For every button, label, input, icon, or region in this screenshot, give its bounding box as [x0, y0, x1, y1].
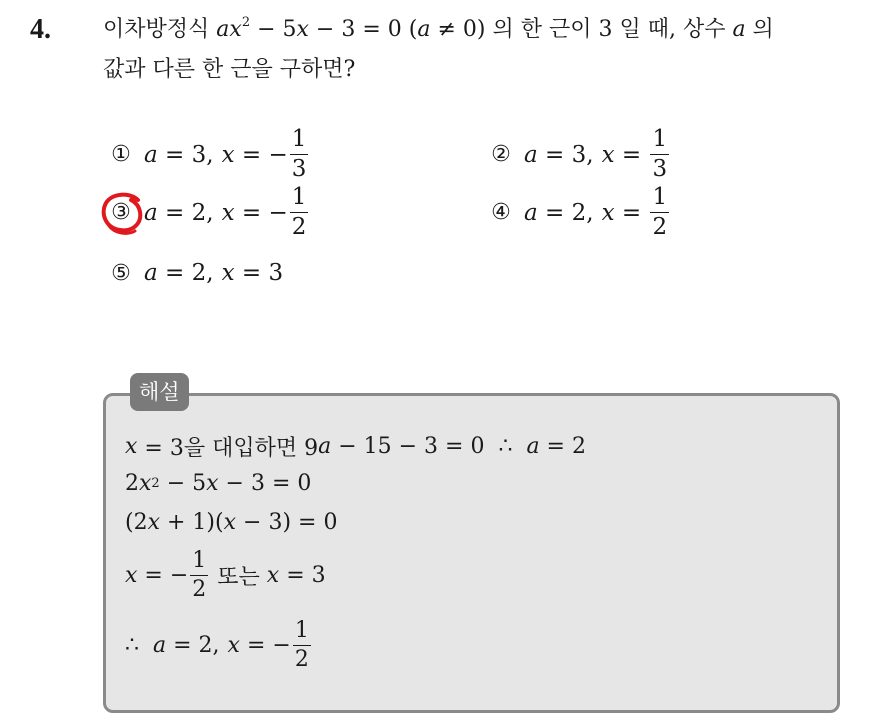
denominator: 3 [652, 156, 668, 182]
question-line-2: 값과 다른 한 근을 구하면? [103, 57, 356, 82]
var-a: a [318, 434, 332, 459]
sign: − [268, 199, 288, 226]
var-x: x [266, 563, 280, 588]
solution-line-4 [125, 550, 326, 601]
question-line-1 [103, 16, 774, 44]
denominator: 2 [652, 214, 668, 240]
denominator: 2 [294, 647, 309, 672]
solution-line-3 [125, 510, 337, 535]
var-x: x [601, 199, 615, 226]
choice-mark: ④ [491, 200, 511, 225]
var-x: x [221, 141, 235, 168]
sign: − [268, 141, 288, 168]
solution-text: + 1)( [160, 510, 224, 535]
var-a: a [144, 141, 158, 168]
var-x: x [296, 17, 309, 42]
choice-mark: ③ [111, 200, 131, 225]
var-x: x [227, 633, 240, 658]
denominator: 2 [192, 577, 207, 602]
solution-text: = − [239, 633, 291, 658]
choice-x-value: 3 [268, 260, 284, 286]
choice-mark: ② [491, 142, 511, 167]
numerator: 1 [290, 128, 309, 155]
selection-circle-mark [100, 190, 150, 238]
question-text: − 3 = 0 ( [308, 17, 418, 42]
var-x: x [221, 260, 235, 286]
choice-mark: ⑤ [111, 260, 131, 286]
var-a: a [524, 141, 538, 168]
solution-line-5 [125, 620, 313, 671]
solution-line-1 [125, 431, 586, 462]
var-x: x [139, 471, 152, 496]
choice-a-value: 2 [191, 260, 207, 286]
var-a: a [144, 260, 158, 286]
question-text: 의 [745, 17, 774, 42]
var-x: x [125, 563, 138, 588]
fraction [650, 186, 669, 239]
choice-a-value: 2 [571, 199, 587, 226]
question-text: 이차방정식 [103, 17, 210, 42]
solution-text: = 3 [279, 563, 326, 588]
var-a: a [144, 199, 158, 226]
solution-text: = 2, [166, 633, 220, 658]
choice-4[interactable]: ④ a = 2 , x = $\frac{1}{2}$ [488, 186, 671, 239]
var-x: x [125, 434, 138, 459]
var-a: a [152, 633, 167, 658]
fraction [650, 128, 669, 181]
solution-text: 2 [125, 471, 139, 496]
numerator: 1 [650, 128, 669, 155]
choice-mark: ① [111, 142, 131, 167]
var-a: a [524, 199, 538, 226]
numerator: 1 [650, 186, 669, 213]
solution-text: 또는 [210, 565, 267, 590]
question-text: ≠ 0) 의 한 근이 3 일 때, 상수 [430, 17, 733, 42]
choice-a-value: 3 [571, 141, 587, 168]
var-a: a [417, 17, 431, 42]
var-a: a [526, 434, 540, 459]
var-x: x [601, 141, 615, 168]
var-x: x [206, 471, 219, 496]
solution-tag: 해설 [130, 373, 189, 411]
fraction [290, 186, 309, 239]
solution-text: − 3) = 0 [236, 510, 338, 535]
choice-a-value: 2 [191, 199, 207, 226]
choice-2[interactable]: ② a = 3 , x = $\frac{1}{3}$ [488, 128, 671, 181]
denominator: 2 [291, 214, 307, 240]
therefore-symbol: ∴ [125, 633, 153, 658]
choice-3[interactable]: ③ a = 2 , x = − $\frac{1}{2}$ [108, 186, 310, 239]
var-a: a [732, 17, 746, 42]
solution-line-2: 2 x 2 − 5 x − 3 = 0 [125, 471, 312, 496]
problem-number: 4. [30, 14, 51, 45]
fraction [293, 620, 311, 671]
fraction [190, 550, 208, 601]
solution-text: = 3을 대입하면 9 [137, 436, 319, 461]
numerator: 1 [290, 186, 309, 213]
solution-text: − 15 − 3 = 0 ∴ [331, 434, 527, 459]
fraction [290, 128, 309, 181]
var-x: x [229, 17, 242, 42]
choice-5[interactable]: ⑤ a = 2 , x = 3 [108, 260, 283, 286]
var-x: x [221, 199, 235, 226]
choice-a-value: 3 [191, 141, 207, 168]
var-x: x [147, 510, 161, 535]
numerator: 1 [190, 550, 208, 576]
solution-text: (2 [125, 510, 148, 535]
question-text: − 5 [250, 17, 297, 42]
solution-text: − 5 [159, 471, 207, 496]
exponent: 2 [241, 15, 251, 30]
numerator: 1 [293, 620, 311, 646]
var-a: a [216, 17, 230, 42]
var-x: x [223, 510, 237, 535]
denominator: 3 [291, 156, 307, 182]
solution-text: = 2 [539, 434, 586, 459]
solution-text: − 3 = 0 [218, 471, 312, 496]
choice-1[interactable]: ① a = 3 , x = − $\frac{1}{3}$ [108, 128, 310, 181]
solution-text: = − [137, 563, 189, 588]
